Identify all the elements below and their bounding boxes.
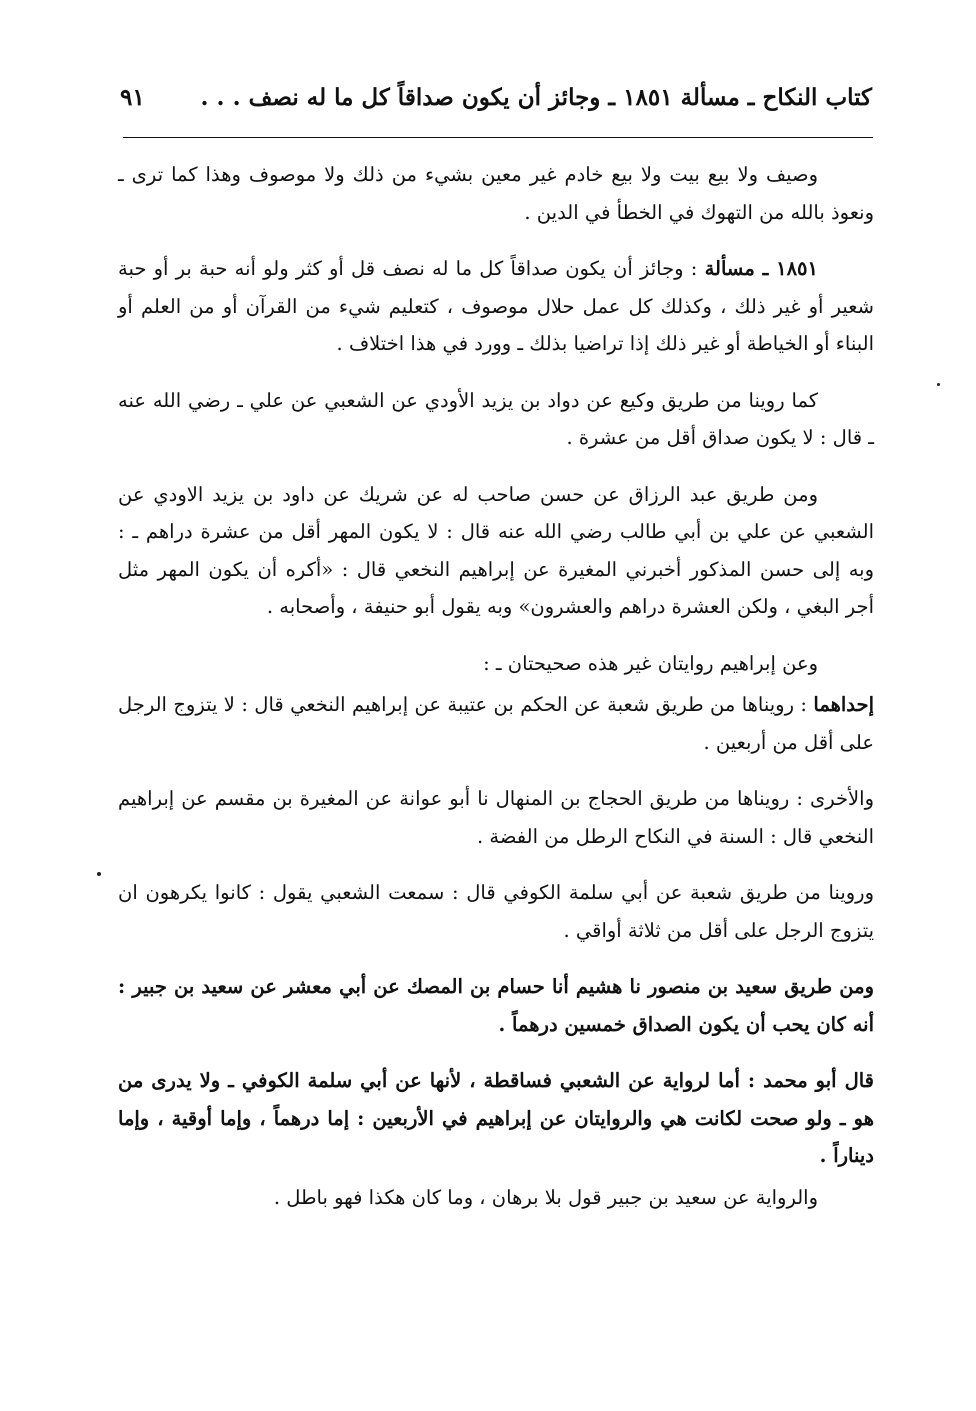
paragraph-text: وروينا من طريق شعبة عن أبي سلمة الكوفي قال : سمعت الشعبي يقول : كانوا يكرهون ان يتزوج الرجل على أقل من ثلاثة أواقي .	[118, 881, 874, 942]
paragraph-text: ومن طريق عبد الرزاق عن حسن صاحب له عن شريك عن داود بن يزيد الاودي عن الشعبي عن علي بن أبي طالب رضي الله عنه قال : لا يكون المهر أقل من عشرة دراهم ـ : وبه إلى حسن المذكور أخبرني المغيرة عن إبراهيم النخعي قال : «أكره أن يكون المهر مثل أجر البغي ، ولكن العشرة دراهم والعشرون» وبه يقول أبو حنيفة ، وأصحابه .	[118, 482, 874, 618]
header-divider	[123, 137, 873, 138]
paragraph-shabi-narration	[118, 874, 874, 949]
paragraph-waki-narration	[118, 382, 874, 457]
scan-speck	[937, 383, 940, 386]
paragraph-text: كما روينا من طريق وكيع عن دواد بن يزيد الأودي عن الشعبي عن علي ـ رضي الله عنه ـ قال : لا يكون صداق أقل من عشرة .	[118, 388, 874, 449]
paragraph-text: : رويناها من طريق شعبة عن الحكم بن عتيبة عن إبراهيم النخعي قال : لا يتزوج الرجل على أقل من أربعين .	[118, 693, 874, 754]
lead-word: إحداهما	[813, 693, 874, 716]
paragraph-said-narration	[118, 968, 874, 1043]
paragraph-text: وعن إبراهيم روايتان غير هذه صحيحتان ـ :	[483, 651, 818, 675]
paragraph-abd-al-razzaq-narration	[118, 476, 874, 626]
running-title: كتاب النكاح ـ مسألة ١٨٥١ ـ وجائز أن يكون صداقاً كل ما له نصف . . .	[200, 84, 872, 111]
paragraph-abu-muhammad-comment	[118, 1062, 874, 1175]
paragraph-text: ومن طريق سعيد بن منصور نا هشيم أنا حسام بن المصك عن أبي معشر عن سعيد بن جبير : أنه كان يحب أن يكون الصداق خمسين درهماً .	[118, 975, 874, 1036]
paragraph-issue-1851	[118, 250, 874, 363]
paragraph-text: قال أبو محمد : أما لرواية عن الشعبي فساقطة ، لأنها عن أبي سلمة الكوفي ـ ولا يدرى من هو ـ ولو صحت لكانت هي والروايتان عن إبراهيم في الأربعين : إما درهماً ، وإما أوقية ، وإما ديناراً .	[118, 1069, 874, 1167]
paragraph-ibrahim-two-narrations	[118, 645, 874, 683]
paragraph-text: : وجائز أن يكون صداقاً كل ما له نصف قل أو كثر ولو أنه حبة بر أو حبة شعير أو غير ذلك ، وكذلك كل عمل حلال موصوف ، كتعليم شيء من القرآن أو من العلم أو البناء أو الخياطة أو غير ذلك إذا تراضيا بذلك ـ وورد في هذا اختلاف .	[118, 257, 874, 355]
paragraph-text: والرواية عن سعيد بن جبير قول بلا برهان ، وما كان هكذا فهو باطل .	[273, 1185, 818, 1209]
issue-number: ١٨٥١ ـ مسألة	[704, 257, 819, 280]
page-number: ٩١	[120, 84, 145, 111]
paragraph-conclusion	[118, 1179, 874, 1217]
paragraph-first-narration	[118, 686, 874, 761]
paragraph-second-narration	[118, 780, 874, 855]
scan-speck	[97, 872, 101, 876]
paragraph-text: وصيف ولا بيع بيت ولا بيع خادم غير معين بشيء من ذلك ولا موصوف وهذا كما ترى ـ ونعوذ بالله من التهوك في الخطأ في الدين .	[118, 163, 874, 224]
page-header	[120, 84, 872, 124]
paragraph-continuation	[118, 156, 874, 231]
paragraph-text: والأخرى : رويناها من طريق الحجاج بن المنهال نا أبو عوانة عن المغيرة بن مقسم عن إبراهيم النخعي قال : السنة في النكاح الرطل من الفضة .	[118, 787, 874, 848]
page-body	[118, 156, 874, 1235]
